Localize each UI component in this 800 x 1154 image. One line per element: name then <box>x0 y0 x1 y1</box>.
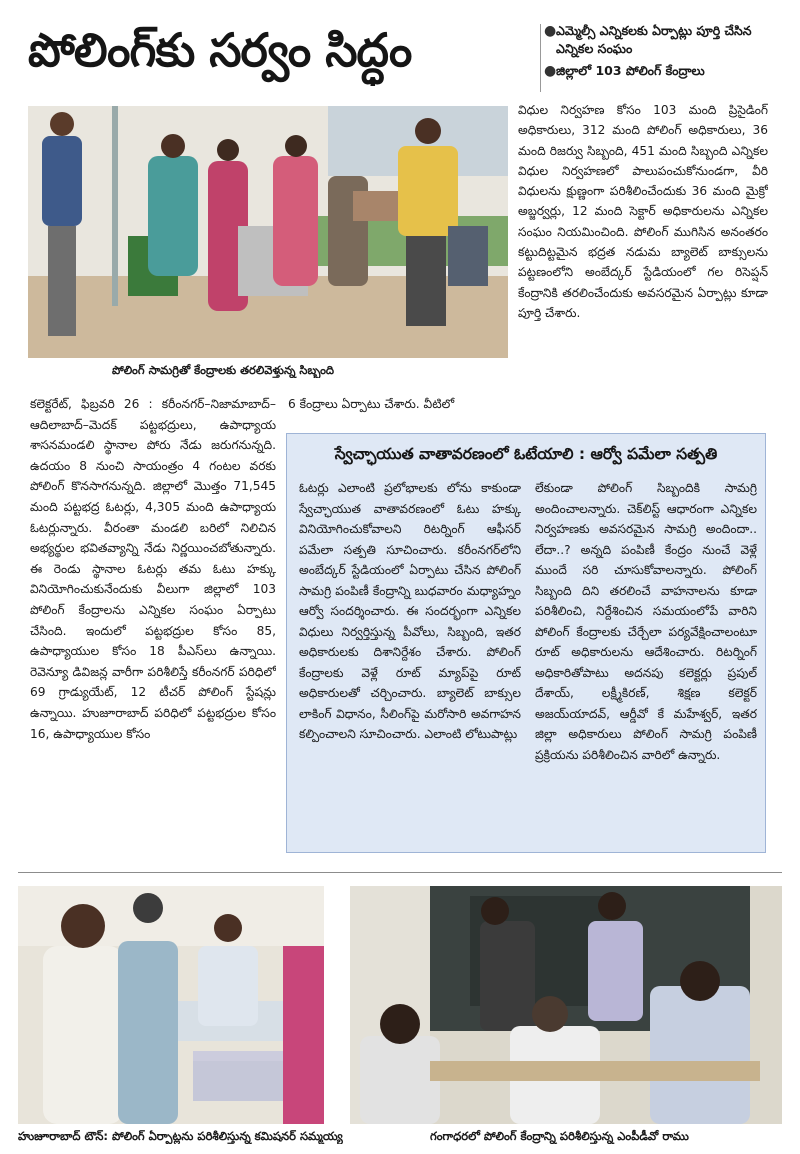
sidebar-box <box>286 433 766 853</box>
box-column-2: లేకుండా పోలింగ్ సిబ్బందికి సామగ్రి అందించాలన్నారు. చెక్‌లిస్ట్ ఆధారంగా ఎన్నికల నిర్వహణకు అవసరమైన సామగ్రి అందిందా.. లేదా..? అన్నది పంపిణీ కేంద్రం నుంచే వెళ్లే ముందే సరి చూసుకోవాలన్నారు. పోలింగ్ సిబ్బంది దిని తరలించే వాహనాలను కూడా పరిశీలించి, నిర్దేశించిన సమయంలోపే వారిని పోలింగ్ కేంద్రాలకు చేర్చేలా పర్యవేక్షించాలంటూ రూట్ అధికారులను ఆదేశించారు. రిటర్నింగ్ అధికారితోపాటు అదనపు కలెక్టర్లు ప్రపుల్ దేశాయ్, లక్ష్మీకిరణ్, శిక్షణ కలెక్టర్ అజయ్‌యాదవ్, ఆర్డీవో కే మహేశ్వర్, ఇతర జిల్లా అధికారులు పోలింగ్ సామగ్రి పంపిణీ ప్రక్రియను పరిశీలించిన వారిలో ఉన్నారు. <box>535 481 757 762</box>
main-photo <box>28 106 508 358</box>
bottom-right-photo-illustration <box>350 886 782 1124</box>
deck-item <box>544 22 792 58</box>
bottom-left-photo-illustration <box>18 886 324 1124</box>
bottom-left-caption: హుజూరాబాద్ టౌన్: పోలింగ్ ఏర్పాట్లను పరిశీలిస్తున్న కమిషనర్ సమ్మయ్య <box>18 1129 343 1143</box>
bullet-icon: ● <box>544 63 557 79</box>
section-divider <box>18 872 782 873</box>
middle-column-text: 6 కేంద్రాలు ఏర్పాటు చేశారు. వీటిలో <box>288 397 455 411</box>
bottom-right-caption: గంగాధరలో పోలింగ్ కేంద్రాన్ని పరిశీలిస్తున్న ఎంపీడీవో రాము <box>430 1129 689 1143</box>
main-photo-caption: పోలింగ్ సామగ్రితో కేంద్రాలకు తరలివెళ్తున్న సిబ్బంది <box>112 363 335 377</box>
deck-text: జిల్లాలో 103 పోలింగ్ కేంద్రాలు <box>556 63 705 78</box>
bottom-right-photo <box>350 886 782 1124</box>
bottom-left-photo <box>18 886 324 1124</box>
left-column-text: కలెక్టరేట్, ఫిబ్రవరి 26 : కరీంనగర్–నిజామాబాద్–ఆదిలాబాద్–మెదక్ పట్టభద్రులు, ఉపాధ్యాయ శాసనమండలి స్థానాల పోరు నేడు జరుగనున్నది. ఉదయం 8 నుంచి సాయంత్రం 4 గంటల వరకు పోలింగ్ కొనసాగనున్నది. జిల్లాలో మొత్తం 71,545 మంది పట్టభద్ర ఓటర్లు, 4,305 మంది ఉపాధ్యాయ ఓటర్లున్నారు. వీరంతా మండలి బరిలో నిలిచిన అభ్యర్థుల భవితవ్యాన్ని నేడు నిర్ణయించబోతున్నారు. ఈ రెండు స్థానాల ఓటర్లు తమ ఓటు హక్కు వినియోగించుకునేందుకు వీలుగా జిల్లాలో 103 పోలింగ్ కేంద్రాలను ఎన్నికల సంఘం ఏర్పాటు చేసింది. ఇందులో పట్టభద్రుల కోసం 85, ఉపాధ్యాయుల కోసం 18 పీఎస్‌లు ఉన్నాయి. రెవెన్యూ డివిజన్ల వారీగా పరిశీలిస్తే కరీంనగర్ పరిధిలో 69 గ్రాడ్యుయేట్, 12 టీచర్ పోలింగ్ స్టేషన్లు ఉన్నాయి. హుజూరాబాద్ పరిధిలో పట్టభద్రుల కోసం 16, ఉపాధ్యాయుల కోసం <box>30 397 276 741</box>
main-photo-illustration <box>28 106 508 358</box>
deck-text: ఎమ్మెల్సీ ఎన్నికలకు ఏర్పాట్లు పూర్తి చేసిన ఎన్నికల సంఘం <box>556 23 752 56</box>
box-title: స్వేచ్ఛాయుత వాతావరణంలో ఓటేయాలి : ఆర్వో పమేలా సత్పతి <box>334 445 718 463</box>
deck-divider <box>540 24 541 92</box>
bullet-icon: ● <box>544 23 557 39</box>
headline: పోలింగ్‌కు సర్వం సిద్ధం <box>28 23 412 77</box>
box-column-1: ఓటర్లు ఎలాంటి ప్రలోభాలకు లోను కాకుండా స్వేచ్ఛాయుత వాతావరణంలో ఓటు హక్కు వినియోగించుకోవాలని రిటర్నింగ్ ఆఫీసర్ పమేలా సత్పతి సూచించారు. కరీంనగర్‌లోని అంబేద్కర్ స్టేడియంలో ఏర్పాటు చేసిన పోలింగ్ సామగ్రి పంపిణీ కేంద్రాన్ని బుధవారం మధ్యాహ్నం ఆర్వో సందర్శించారు. ఈ సందర్భంగా ఎన్నికల విధులు నిర్వర్తిస్తున్న పీవోలు, సిబ్బంది, ఇతర అధికారులకు దిశానిర్దేశం చేశారు. పోలింగ్ కేంద్రాలకు వెళ్లే రూట్ మ్యాప్‌పై రూట్ అధికారులతో చర్చించారు. బ్యాలెట్ బాక్సుల లాకింగ్ విధానం, సీలింగ్‌పై మరోసారి అవగాహన కల్పించాలని సూచించారు. ఎలాంటి లోటుపాట్లు <box>299 481 521 741</box>
deck-list <box>544 22 792 94</box>
right-column-text: విధుల నిర్వహణ కోసం 103 మంది ప్రిసైడింగ్ అధికారులు, 312 మంది పోలింగ్ అధికారులు, 36 మంది రిజర్వు సిబ్బంది, 451 మంది సిబ్బంది ఎన్నికల విధుల నిర్వహణలో పాలుపంచుకోనుండగా, వీరి విధులను క్షుణ్ణంగా పరిశీలించేందుకు 36 మంది మైక్రో అబ్జర్వర్లు, 12 మంది సెక్టార్ అధికారులను ఎన్నికల సంఘం నియమించింది. పోలింగ్ ముగిసిన అనంతరం కట్టుదిట్టమైన భద్రత నడుమ బ్యాలెట్ బాక్సులను పట్టణంలోని అంబేద్కర్ స్టేడియంలో గల రిసెప్షన్ కేంద్రానికి తరలించేందుకు అవసరమైన ఏర్పాట్లు కూడా పూర్తి చేశారు. <box>518 103 768 320</box>
deck-item <box>544 62 792 80</box>
